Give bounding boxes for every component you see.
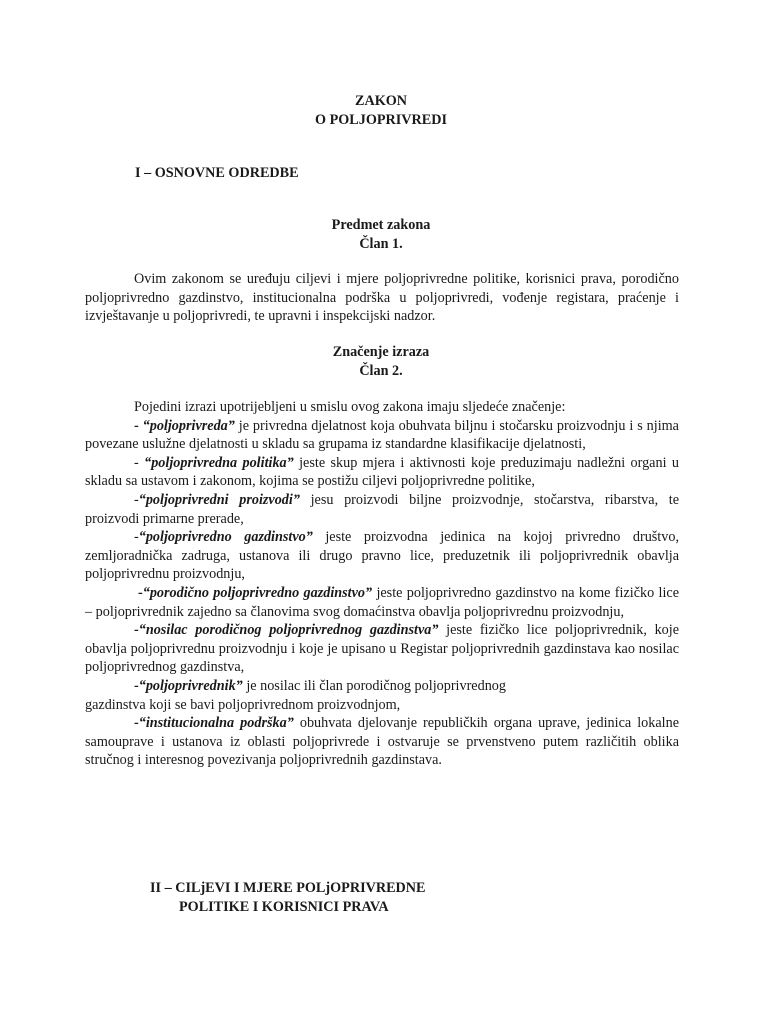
definition-text: je nosilac ili član porodičnog poljoprivrednog [242, 677, 506, 694]
article-1-number: Član 1. [359, 235, 403, 252]
definition-prefix: - [134, 491, 139, 508]
definition-prefix: - [134, 529, 139, 546]
definition-term: “poljoprivredni proizvodi” [138, 491, 300, 508]
definition-term: “nosilac porodičnog poljoprivrednog gazdinstva” [138, 622, 439, 639]
article-2-header [134, 343, 628, 380]
law-title-line-2: O POLJOPRIVREDI [314, 111, 448, 128]
definition-continuation: gazdinstva koji se bavi poljoprivrednom proizvodnjom, [85, 696, 401, 713]
article-2-number: Član 2. [359, 362, 403, 379]
definition-item [85, 491, 679, 528]
article-2-subject: Značenje izraza [332, 344, 430, 360]
section-2-heading-line-2: POLITIKE I KORISNICI PRAVA [179, 898, 389, 915]
definition-term: “poljoprivreda” [142, 417, 235, 434]
section-2-heading-line-1: II – CILjEVI I MJERE POLjOPRIVREDNE [150, 880, 426, 896]
article-2-body [85, 398, 679, 770]
definition-text: je privredna djelatnost koja obuhvata biljnu i stočarsku proizvodnju i s njima povezane uslužne djelatnosti u skladu sa grupama iz standardne klasifikacije djelatnosti, [85, 417, 679, 453]
definition-term: “poljoprivredna politika” [144, 454, 294, 471]
definition-text: obuhvata djelovanje republičkih organa uprave, jedinica lokalne samouprave i ustanova iz oblasti poljoprivrede i ostvaruje se prvenstveno putem različitih oblika stručnog i interesnog povezivanja poljoprivrednih gazdinstava. [85, 715, 679, 769]
article-1-text: Ovim zakonom se uređuju ciljevi i mjere poljoprivredne politike, korisnici prava, porodično poljoprivredno gazdinstvo, institucionalna podrška u poljoprivredi, vođenje registara, praćenje i izvještavanje u poljoprivredi, te upravni i inspekcijski nadzor. [85, 271, 679, 325]
definition-text: jeste poljoprivredno gazdinstvo na kome fizičko lice – poljoprivrednik zajedno sa članovima svog domaćinstva obavlja poljoprivrednu proizvodnju, [85, 584, 679, 620]
law-title [134, 92, 628, 129]
definition-prefix: - [134, 622, 139, 639]
definition-item [85, 417, 679, 454]
definition-prefix: - [134, 715, 139, 732]
section-2-heading [150, 879, 426, 916]
definition-item [85, 714, 679, 770]
article-2-intro: Pojedini izrazi upotrijebljeni u smislu ovog zakona imaju sljedeće značenje: [134, 399, 566, 415]
definition-text: jeste proizvodna jedinica na kojoj privredno društvo, zemljoradnička zadruga, ustanova ili drugo pravno lice, preduzetnik ili poljoprivrednik obavlja poljoprivrednu proizvodnju, [85, 529, 679, 583]
article-1-header [134, 216, 628, 253]
definition-text: jeste skup mjera i aktivnosti koje preduzimaju nadležni organi u skladu sa ustavom i zakonom, kojima se postižu ciljevi poljoprivredne politike, [85, 454, 679, 490]
definition-text: jesu proizvodi biljne proizvodnje, stočarstva, ribarstva, te proizvodi primarne prerade, [85, 491, 679, 527]
definition-prefix: - [134, 454, 145, 471]
definition-prefix: - [138, 584, 143, 601]
article-1-subject: Predmet zakona [331, 217, 431, 233]
definition-text: jeste fizičko lice poljoprivrednik, koje obavlja poljoprivrednu proizvodnju i koje je upisano u Registar poljoprivrednih gazdinstava kao nosilac poljoprivrednog gazdinstva, [85, 622, 679, 676]
section-1-heading: I – OSNOVNE ODREDBE [135, 165, 299, 181]
definition-item [85, 454, 679, 491]
definition-prefix: - [134, 677, 139, 694]
definition-item [85, 621, 679, 677]
definition-term: “poljoprivrednik” [138, 677, 243, 694]
definition-item [85, 677, 679, 696]
definition-term: “poljoprivredno gazdinstvo” [138, 529, 313, 546]
law-title-line-1: ZAKON [354, 93, 408, 109]
definition-prefix: - [134, 417, 143, 434]
definition-item [85, 528, 679, 584]
definition-item [85, 584, 679, 621]
definition-term: “porodično poljoprivredno gazdinstvo” [142, 584, 373, 601]
definition-term: “institucionalna podrška” [138, 715, 294, 732]
